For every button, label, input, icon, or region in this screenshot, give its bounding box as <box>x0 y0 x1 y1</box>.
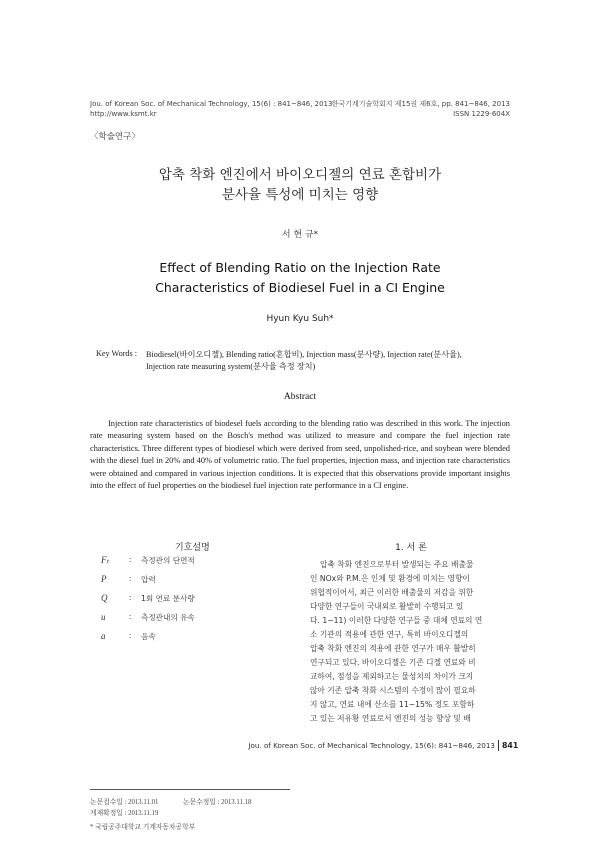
header-issn: ISSN 1229-604X <box>453 110 510 118</box>
title-korean-line2: 분사율 특성에 미치는 영향 <box>221 187 379 203</box>
nomenclature-description: 음속 <box>141 632 156 641</box>
nomenclature-colon: : <box>129 555 132 564</box>
nomenclature-symbol: Fₜ <box>101 555 110 565</box>
abstract-heading: Abstract <box>283 392 317 402</box>
nomenclature-description: 압력 <box>141 575 156 584</box>
introduction-line: 연구되고 있다. 바이오디젤은 기존 디젤 연료와 비 <box>310 658 476 667</box>
author-korean: 서 현 규* <box>281 230 319 240</box>
title-english-line1: Effect of Blending Ratio on the Injection Rate <box>159 260 441 275</box>
nomenclature-symbol: P <box>101 574 107 584</box>
header-journal-citation: Jou. of Korean Soc. of Mechanical Technology, 15(6) : 841~846, 2013 <box>90 100 333 108</box>
nomenclature-colon: : <box>129 574 132 583</box>
introduction-line: 인 NOx와 P.M.은 인체 및 환경에 미치는 영향이 <box>310 574 470 583</box>
keywords-line1: Biodiesel(바이오디젤), Blending ratio(혼합비), Injection mass(분사량), Injection rate(분사율), <box>146 350 462 359</box>
author-english: Hyun Kyu Suh* <box>266 314 334 324</box>
page-number: 841 <box>502 741 519 750</box>
introduction-heading: 1. 서 론 <box>395 543 427 553</box>
introduction-line: 다. 1~11) 이러한 다양한 연구들 중 대체 연료의 연 <box>310 616 483 625</box>
nomenclature-symbol: a <box>101 631 106 641</box>
date-accepted: 게재확정일 : 2013.11.19 <box>90 810 159 817</box>
abstract-text: Injection rate characteristics of biodesel fuels according to the blending ratio was described in this work. The injection rate measuring system based on the Bosch's method was utilized to measure and compare the fuel injection rate characteristics. Three different types of biodiesel which were derived from seed, unpolished-rice, and soybean were blended with the diesel fuel in 20% and 40% of volumetric ratio. The fuel properties, injection mass, and injection rate characteristics were obtained and compared in various injection conditions. It is expected that this observations provide important insights into the effect of fuel properties on the biodiesel fuel injection rate performance in a CI engine. <box>90 419 510 491</box>
title-english-line2: Characteristics of Biodiesel Fuel in a CI Engine <box>155 280 445 295</box>
footer-journal-citation: Jou. of Korean Soc. of Mechanical Technology, 15(6): 841~846, 2013 <box>248 741 495 750</box>
introduction-line: 압축 착화 엔진의 적용에 관한 연구가 매우 활발히 <box>310 644 476 653</box>
introduction-line: 소 기관의 적용에 관한 연구, 특히 바이오디젤의 <box>310 630 469 639</box>
introduction-line: 않아 기존 압축 착화 시스템의 수정이 많이 필요하 <box>310 686 476 695</box>
introduction-line: 다양한 연구들이 국내외로 활발히 수행되고 있 <box>310 602 464 611</box>
introduction-line: 고 있는 저유황 연료로서 엔진의 성능 향상 및 배 <box>310 714 471 723</box>
section-tag: 〈학술연구〉 <box>90 132 140 142</box>
title-korean-line1: 압축 착화 엔진에서 바이오디젤의 연료 혼합비가 <box>158 167 442 183</box>
date-revised: 논문수정일 : 2013.11.18 <box>183 799 252 806</box>
keywords-line2: Injection rate measuring system(분사율 측정 장치) <box>146 362 316 371</box>
nomenclature-colon: : <box>129 593 132 602</box>
nomenclature-symbol: Q <box>101 593 108 603</box>
introduction-line: 지 않고, 연료 내에 산소를 11~15% 정도 포함하 <box>310 700 475 709</box>
introduction-line: 압축 착화 엔진으로부터 발생되는 주요 배출물 <box>320 560 474 569</box>
nomenclature-description: 측정관내의 유속 <box>141 613 195 622</box>
header-journal-url: http://www.ksmt.kr <box>90 110 157 118</box>
header-journal-korean: 한국기계기술학회지 제15권 제6호, pp. 841~846, 2013 <box>331 100 510 108</box>
introduction-line: 위협적이어서, 최근 이러한 배출물의 저감을 위한 <box>310 588 474 597</box>
nomenclature-symbol: u <box>101 612 106 622</box>
nomenclature-colon: : <box>129 612 132 621</box>
footnote-divider <box>90 789 290 790</box>
nomenclature-colon: : <box>129 631 132 640</box>
introduction-line: 교하여, 점성을 제외하고는 물성치의 차이가 크지 <box>310 672 474 681</box>
footer-separator <box>498 740 499 751</box>
nomenclature-description: 측정관의 단면적 <box>141 556 195 565</box>
author-affiliation: * 국립공주대학교 기계자동차공학부 <box>90 824 196 831</box>
nomenclature-heading: 기호설명 <box>175 543 210 553</box>
date-received: 논문접수일 : 2013.11.01 <box>90 799 159 806</box>
nomenclature-description: 1회 연료 분사량 <box>141 594 195 603</box>
keywords-label: Key Words : <box>96 349 138 358</box>
